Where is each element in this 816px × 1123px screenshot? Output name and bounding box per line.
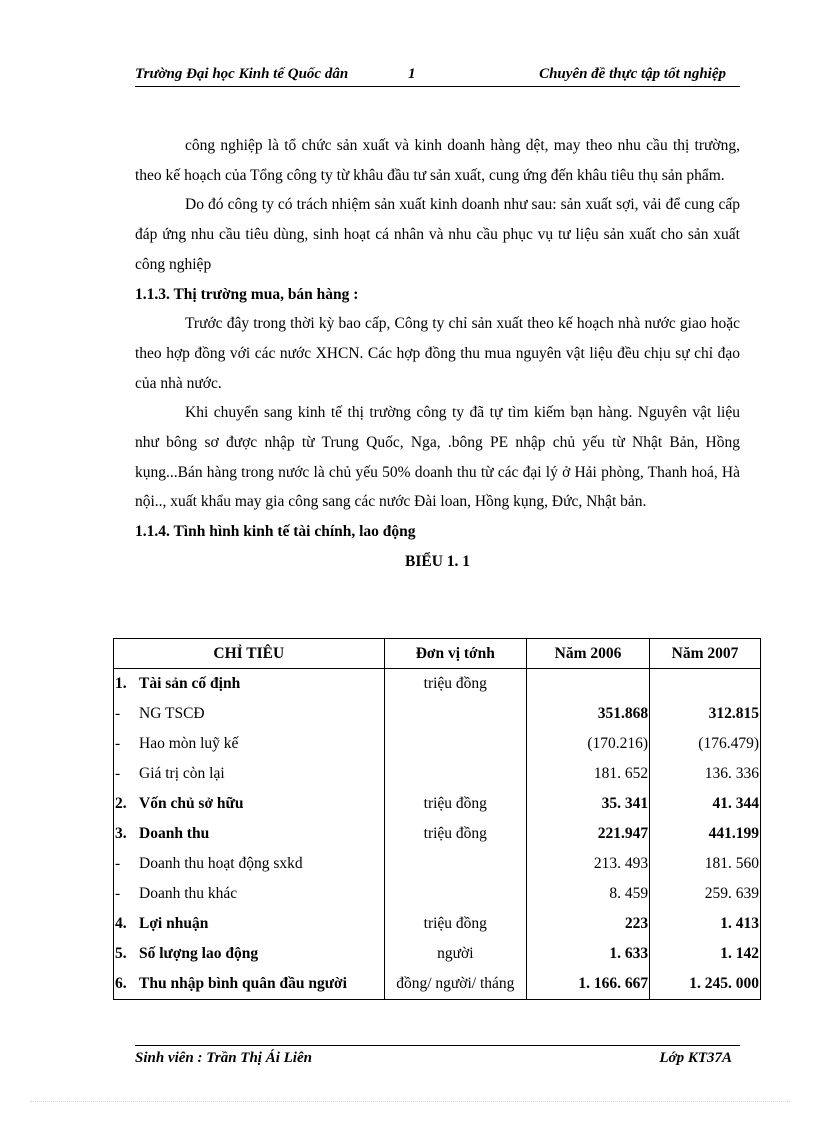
col-header-unit: Đơn vị tớnh	[384, 639, 526, 669]
row-value-2007: 1. 142	[650, 939, 761, 969]
row-marker: 3.	[115, 825, 127, 842]
row-value-2007: 1. 245. 000	[650, 969, 761, 1000]
row-marker: -	[115, 765, 121, 782]
row-value-2006: 181. 652	[527, 759, 650, 789]
document-body	[135, 131, 740, 577]
header-page-number: 1	[408, 66, 416, 82]
paragraph-1: công nghiệp là tổ chức sản xuất và kinh doanh hàng dệt, may theo nhu cầu thị trường, theo kế hoạch của Tổng công ty từ khâu đầu tư sản xuất, cung ứng đến khâu tiêu thụ sản phẩm.	[135, 137, 740, 184]
row-marker: 1.	[115, 675, 127, 692]
row-label: Doanh thu hoạt động sxkd	[139, 855, 303, 872]
row-unit: triệu đồng	[384, 669, 526, 700]
row-label: Thu nhập bình quân đầu người	[139, 975, 347, 992]
row-marker: 2.	[115, 795, 127, 812]
table-row	[114, 819, 761, 849]
row-unit	[384, 759, 526, 789]
table-row	[114, 969, 761, 1000]
row-value-2006: 1. 633	[527, 939, 650, 969]
row-value-2007: 136. 336	[650, 759, 761, 789]
row-label: Giá trị còn lại	[139, 765, 225, 782]
row-unit	[384, 849, 526, 879]
row-unit	[384, 879, 526, 909]
row-value-2007: 41. 344	[650, 789, 761, 819]
row-label: Doanh thu khác	[139, 885, 238, 902]
finance-table	[113, 638, 761, 1000]
row-value-2007: 1. 413	[650, 909, 761, 939]
row-value-2006: 8. 459	[527, 879, 650, 909]
table-row	[114, 789, 761, 819]
row-value-2007	[650, 669, 761, 700]
table-row	[114, 759, 761, 789]
table-header-row	[114, 639, 761, 669]
table-row	[114, 729, 761, 759]
col-header-2006: Năm 2006	[527, 639, 650, 669]
row-marker: -	[115, 855, 121, 872]
row-value-2007: 441.199	[650, 819, 761, 849]
row-value-2006: (170.216)	[527, 729, 650, 759]
table-row	[114, 879, 761, 909]
row-value-2006: 221.947	[527, 819, 650, 849]
row-value-2007: 181. 560	[650, 849, 761, 879]
page-bottom-divider	[30, 1101, 790, 1102]
row-marker: -	[115, 885, 121, 902]
header-university: Trường Đại học Kinh tế Quốc dân	[135, 66, 349, 82]
col-header-indicator: CHỈ TIÊU	[114, 639, 385, 669]
row-unit: triệu đồng	[384, 909, 526, 939]
paragraph-2: Do đó công ty có trách nhiệm sản xuất kinh doanh như sau: sản xuất sợi, vải để cung cấp đáp ứng nhu cầu tiêu dùng, sinh hoạt cá nhân và nhu cầu phục vụ tư liệu sản xuất cho sản xuất công nghiệp	[135, 196, 740, 273]
row-unit	[384, 729, 526, 759]
row-unit: đồng/ người/ tháng	[384, 969, 526, 1000]
row-label: Doanh thu	[139, 825, 210, 842]
table-row	[114, 939, 761, 969]
table-row	[114, 909, 761, 939]
row-value-2006	[527, 669, 650, 700]
row-unit: triệu đồng	[384, 789, 526, 819]
footer-student: Sinh viên : Trần Thị Ái Liên	[135, 1050, 312, 1066]
section-heading-1-1-3: 1.1.3. Thị trường mua, bán hàng :	[135, 285, 359, 303]
row-label: Vốn chủ sở hữu	[139, 795, 244, 812]
row-value-2006: 35. 341	[527, 789, 650, 819]
page-footer	[135, 1045, 740, 1066]
header-report-title: Chuyên đề thực tập tốt nghiệp	[539, 66, 726, 82]
row-label: Lợi nhuận	[139, 915, 209, 932]
paragraph-3: Trước đây trong thời kỳ bao cấp, Công ty chỉ sản xuất theo kế hoạch nhà nước giao hoặc theo hợp đồng với các nước XHCN. Các hợp đồng thu mua nguyên vật liệu đều chịu sự chỉ đạo của nhà nước.	[135, 315, 740, 392]
row-value-2007: 259. 639	[650, 879, 761, 909]
row-label: Tài sản cố định	[139, 675, 241, 692]
row-label: Số lượng lao động	[139, 945, 259, 962]
row-marker: -	[115, 735, 121, 752]
footer-class: Lớp KT37A	[659, 1050, 732, 1066]
section-heading-1-1-4: 1.1.4. Tình hình kinh tế tài chính, lao động	[135, 523, 416, 541]
table-title: BIỂU 1. 1	[404, 552, 471, 570]
row-value-2007: (176.479)	[650, 729, 761, 759]
row-unit: triệu đồng	[384, 819, 526, 849]
row-marker: 6.	[115, 975, 127, 992]
row-label: Hao mòn luỹ kế	[139, 735, 239, 752]
paragraph-4: Khi chuyển sang kinh tế thị trường công ty đã tự tìm kiếm bạn hàng. Nguyên vật liệu như bông sơ được nhập từ Trung Quốc, Nga, .bông PE nhập chủ yếu từ Nhật Bản, Hồng kụng...Bán hàng trong nước là chủ yếu 50% doanh thu từ các đại lý ở Hải phòng, Thanh hoá, Hà nội.., xuất khẩu may gia công sang các nước Đài loan, Hồng kụng, Đức, Nhật bản.	[135, 404, 740, 511]
row-value-2006: 223	[527, 909, 650, 939]
row-label: NG TSCĐ	[139, 705, 205, 722]
row-marker: -	[115, 705, 121, 722]
row-marker: 4.	[115, 915, 127, 932]
col-header-2007: Năm 2007	[650, 639, 761, 669]
row-marker: 5.	[115, 945, 127, 962]
row-value-2007: 312.815	[650, 699, 761, 729]
row-value-2006: 351.868	[527, 699, 650, 729]
table-row	[114, 699, 761, 729]
row-value-2006: 1. 166. 667	[527, 969, 650, 1000]
table-row	[114, 849, 761, 879]
row-unit	[384, 699, 526, 729]
table-row	[114, 669, 761, 700]
page-header	[135, 62, 740, 87]
row-value-2006: 213. 493	[527, 849, 650, 879]
row-unit: người	[384, 939, 526, 969]
